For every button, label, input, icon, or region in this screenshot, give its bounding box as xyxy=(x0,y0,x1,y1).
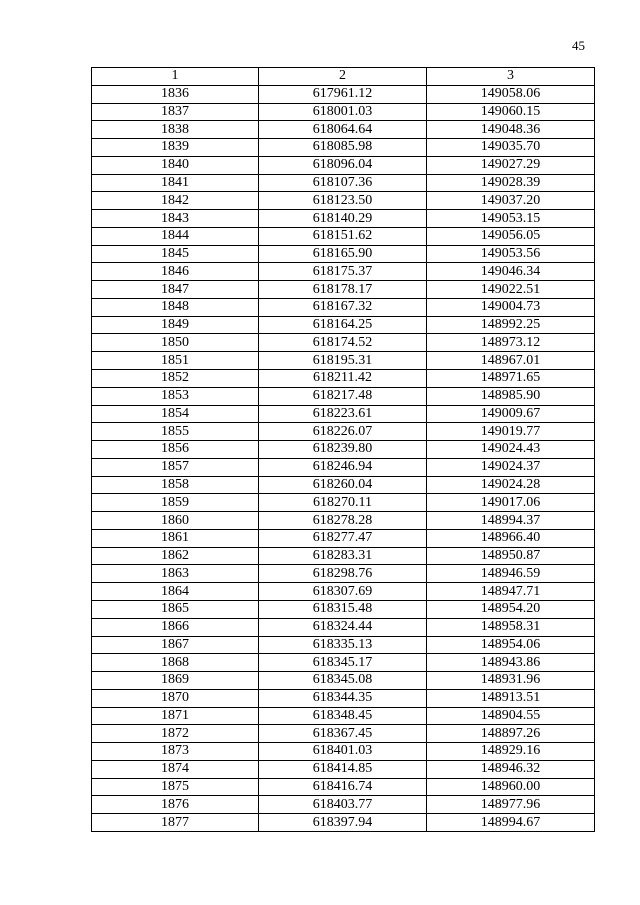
table-row xyxy=(92,458,595,476)
point-number-cell: 1840 xyxy=(92,156,259,174)
y-coordinate-cell: 149035.70 xyxy=(427,139,595,157)
y-coordinate-cell: 148943.86 xyxy=(427,654,595,672)
point-number-cell: 1859 xyxy=(92,494,259,512)
table-row xyxy=(92,689,595,707)
x-coordinate-cell: 618345.17 xyxy=(259,654,427,672)
table-row xyxy=(92,707,595,725)
point-number-cell: 1862 xyxy=(92,547,259,565)
point-number-cell: 1836 xyxy=(92,85,259,103)
y-coordinate-cell: 148985.90 xyxy=(427,387,595,405)
point-number-cell: 1842 xyxy=(92,192,259,210)
y-coordinate-cell: 148913.51 xyxy=(427,689,595,707)
point-number-cell: 1871 xyxy=(92,707,259,725)
y-coordinate-cell: 149024.28 xyxy=(427,476,595,494)
table-row xyxy=(92,618,595,636)
page-number: 45 xyxy=(572,38,585,53)
table-row xyxy=(92,298,595,316)
y-coordinate-cell: 148950.87 xyxy=(427,547,595,565)
x-coordinate-cell: 618195.31 xyxy=(259,352,427,370)
x-coordinate-cell: 618270.11 xyxy=(259,494,427,512)
y-coordinate-cell: 149056.05 xyxy=(427,227,595,245)
point-number-cell: 1863 xyxy=(92,565,259,583)
y-coordinate-cell: 149037.20 xyxy=(427,192,595,210)
point-number-cell: 1870 xyxy=(92,689,259,707)
point-number-cell: 1841 xyxy=(92,174,259,192)
table-row xyxy=(92,192,595,210)
point-number-cell: 1848 xyxy=(92,298,259,316)
table-row xyxy=(92,281,595,299)
point-number-cell: 1876 xyxy=(92,796,259,814)
y-coordinate-cell: 148946.59 xyxy=(427,565,595,583)
x-coordinate-cell: 618401.03 xyxy=(259,743,427,761)
table-row xyxy=(92,370,595,388)
y-coordinate-cell: 149022.51 xyxy=(427,281,595,299)
x-coordinate-cell: 618174.52 xyxy=(259,334,427,352)
x-coordinate-cell: 618260.04 xyxy=(259,476,427,494)
table-row xyxy=(92,85,595,103)
point-number-cell: 1846 xyxy=(92,263,259,281)
table-row xyxy=(92,476,595,494)
point-number-cell: 1854 xyxy=(92,405,259,423)
point-number-cell: 1838 xyxy=(92,121,259,139)
y-coordinate-cell: 148967.01 xyxy=(427,352,595,370)
x-coordinate-cell: 618414.85 xyxy=(259,760,427,778)
table-row xyxy=(92,529,595,547)
table-row xyxy=(92,210,595,228)
x-coordinate-cell: 618298.76 xyxy=(259,565,427,583)
y-coordinate-cell: 148946.32 xyxy=(427,760,595,778)
x-coordinate-cell: 618107.36 xyxy=(259,174,427,192)
y-coordinate-cell: 148977.96 xyxy=(427,796,595,814)
point-number-cell: 1874 xyxy=(92,760,259,778)
x-coordinate-cell: 618324.44 xyxy=(259,618,427,636)
x-coordinate-cell: 618335.13 xyxy=(259,636,427,654)
x-coordinate-cell: 618403.77 xyxy=(259,796,427,814)
y-coordinate-cell: 148966.40 xyxy=(427,529,595,547)
x-coordinate-cell: 618140.29 xyxy=(259,210,427,228)
table-row xyxy=(92,263,595,281)
point-number-cell: 1873 xyxy=(92,743,259,761)
x-coordinate-cell: 618165.90 xyxy=(259,245,427,263)
x-coordinate-cell: 618283.31 xyxy=(259,547,427,565)
table-row xyxy=(92,725,595,743)
table-row xyxy=(92,600,595,618)
point-number-cell: 1855 xyxy=(92,423,259,441)
point-number-cell: 1867 xyxy=(92,636,259,654)
y-coordinate-cell: 149046.34 xyxy=(427,263,595,281)
column-header-3: 3 xyxy=(427,68,595,86)
y-coordinate-cell: 149060.15 xyxy=(427,103,595,121)
y-coordinate-cell: 149027.29 xyxy=(427,156,595,174)
table-row xyxy=(92,494,595,512)
point-number-cell: 1861 xyxy=(92,529,259,547)
y-coordinate-cell: 148929.16 xyxy=(427,743,595,761)
x-coordinate-cell: 618096.04 xyxy=(259,156,427,174)
table-row xyxy=(92,654,595,672)
x-coordinate-cell: 618239.80 xyxy=(259,441,427,459)
column-header-1: 1 xyxy=(92,68,259,86)
point-number-cell: 1857 xyxy=(92,458,259,476)
table-row xyxy=(92,245,595,263)
table-row xyxy=(92,387,595,405)
x-coordinate-cell: 618226.07 xyxy=(259,423,427,441)
x-coordinate-cell: 618178.17 xyxy=(259,281,427,299)
y-coordinate-cell: 148973.12 xyxy=(427,334,595,352)
coordinates-table xyxy=(91,67,595,832)
y-coordinate-cell: 148971.65 xyxy=(427,370,595,388)
y-coordinate-cell: 148994.67 xyxy=(427,814,595,832)
y-coordinate-cell: 149009.67 xyxy=(427,405,595,423)
y-coordinate-cell: 149048.36 xyxy=(427,121,595,139)
point-number-cell: 1869 xyxy=(92,672,259,690)
y-coordinate-cell: 149017.06 xyxy=(427,494,595,512)
x-coordinate-cell: 618345.08 xyxy=(259,672,427,690)
x-coordinate-cell: 618085.98 xyxy=(259,139,427,157)
x-coordinate-cell: 618064.64 xyxy=(259,121,427,139)
point-number-cell: 1875 xyxy=(92,778,259,796)
y-coordinate-cell: 148904.55 xyxy=(427,707,595,725)
y-coordinate-cell: 148994.37 xyxy=(427,512,595,530)
table-row xyxy=(92,174,595,192)
x-coordinate-cell: 618416.74 xyxy=(259,778,427,796)
x-coordinate-cell: 618307.69 xyxy=(259,583,427,601)
x-coordinate-cell: 618344.35 xyxy=(259,689,427,707)
x-coordinate-cell: 618277.47 xyxy=(259,529,427,547)
point-number-cell: 1877 xyxy=(92,814,259,832)
point-number-cell: 1843 xyxy=(92,210,259,228)
y-coordinate-cell: 148958.31 xyxy=(427,618,595,636)
y-coordinate-cell: 148954.20 xyxy=(427,600,595,618)
table-row xyxy=(92,636,595,654)
table-row xyxy=(92,565,595,583)
x-coordinate-cell: 618164.25 xyxy=(259,316,427,334)
x-coordinate-cell: 618348.45 xyxy=(259,707,427,725)
column-header-2: 2 xyxy=(259,68,427,86)
y-coordinate-cell: 148954.06 xyxy=(427,636,595,654)
point-number-cell: 1845 xyxy=(92,245,259,263)
y-coordinate-cell: 149024.37 xyxy=(427,458,595,476)
table-row xyxy=(92,512,595,530)
x-coordinate-cell: 618246.94 xyxy=(259,458,427,476)
y-coordinate-cell: 149004.73 xyxy=(427,298,595,316)
table-row xyxy=(92,583,595,601)
point-number-cell: 1847 xyxy=(92,281,259,299)
table-row xyxy=(92,760,595,778)
table-row xyxy=(92,778,595,796)
point-number-cell: 1850 xyxy=(92,334,259,352)
y-coordinate-cell: 149053.56 xyxy=(427,245,595,263)
table-row xyxy=(92,796,595,814)
y-coordinate-cell: 149058.06 xyxy=(427,85,595,103)
table-header-row xyxy=(92,68,595,86)
table-row xyxy=(92,547,595,565)
table-row xyxy=(92,227,595,245)
point-number-cell: 1872 xyxy=(92,725,259,743)
table-body xyxy=(92,85,595,831)
point-number-cell: 1856 xyxy=(92,441,259,459)
x-coordinate-cell: 618175.37 xyxy=(259,263,427,281)
point-number-cell: 1868 xyxy=(92,654,259,672)
table-row xyxy=(92,352,595,370)
y-coordinate-cell: 149053.15 xyxy=(427,210,595,228)
point-number-cell: 1844 xyxy=(92,227,259,245)
x-coordinate-cell: 618397.94 xyxy=(259,814,427,832)
x-coordinate-cell: 617961.12 xyxy=(259,85,427,103)
y-coordinate-cell: 148960.00 xyxy=(427,778,595,796)
y-coordinate-cell: 148897.26 xyxy=(427,725,595,743)
y-coordinate-cell: 149028.39 xyxy=(427,174,595,192)
x-coordinate-cell: 618223.61 xyxy=(259,405,427,423)
x-coordinate-cell: 618001.03 xyxy=(259,103,427,121)
y-coordinate-cell: 148931.96 xyxy=(427,672,595,690)
point-number-cell: 1839 xyxy=(92,139,259,157)
x-coordinate-cell: 618367.45 xyxy=(259,725,427,743)
table-row xyxy=(92,334,595,352)
table-row xyxy=(92,672,595,690)
y-coordinate-cell: 148947.71 xyxy=(427,583,595,601)
x-coordinate-cell: 618151.62 xyxy=(259,227,427,245)
x-coordinate-cell: 618217.48 xyxy=(259,387,427,405)
table-row xyxy=(92,121,595,139)
point-number-cell: 1853 xyxy=(92,387,259,405)
point-number-cell: 1866 xyxy=(92,618,259,636)
point-number-cell: 1849 xyxy=(92,316,259,334)
table-row xyxy=(92,156,595,174)
x-coordinate-cell: 618167.32 xyxy=(259,298,427,316)
x-coordinate-cell: 618123.50 xyxy=(259,192,427,210)
table-row xyxy=(92,814,595,832)
point-number-cell: 1837 xyxy=(92,103,259,121)
table-row xyxy=(92,423,595,441)
table-row xyxy=(92,103,595,121)
point-number-cell: 1858 xyxy=(92,476,259,494)
x-coordinate-cell: 618278.28 xyxy=(259,512,427,530)
y-coordinate-cell: 149019.77 xyxy=(427,423,595,441)
table-row xyxy=(92,441,595,459)
x-coordinate-cell: 618315.48 xyxy=(259,600,427,618)
table-row xyxy=(92,743,595,761)
table-row xyxy=(92,405,595,423)
point-number-cell: 1865 xyxy=(92,600,259,618)
point-number-cell: 1860 xyxy=(92,512,259,530)
x-coordinate-cell: 618211.42 xyxy=(259,370,427,388)
y-coordinate-cell: 149024.43 xyxy=(427,441,595,459)
point-number-cell: 1864 xyxy=(92,583,259,601)
y-coordinate-cell: 148992.25 xyxy=(427,316,595,334)
table-row xyxy=(92,316,595,334)
point-number-cell: 1852 xyxy=(92,370,259,388)
table-row xyxy=(92,139,595,157)
point-number-cell: 1851 xyxy=(92,352,259,370)
